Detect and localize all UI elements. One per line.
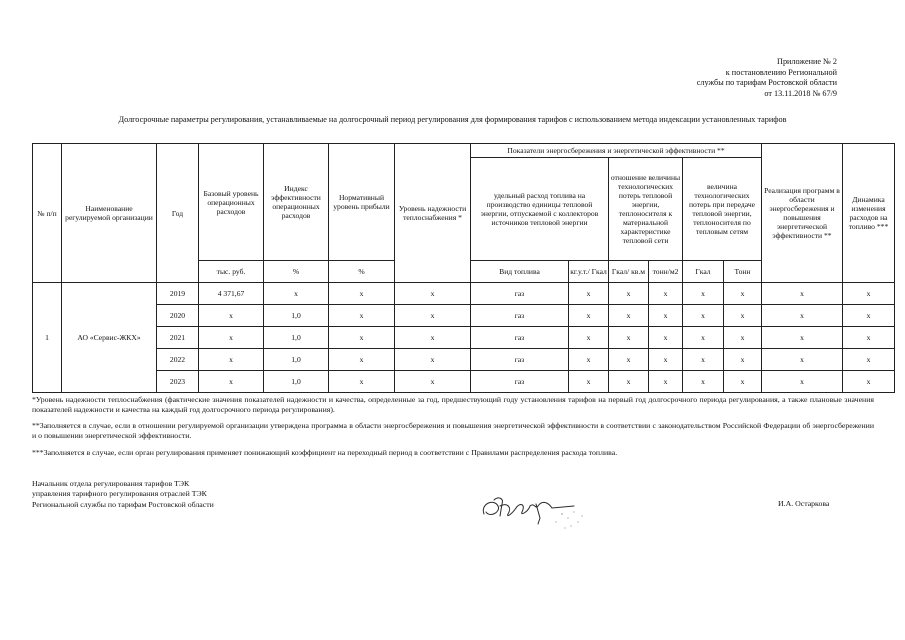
header-program: Реализация программ в области энергосбережения и повышения энергетической эффективности ** [762,144,843,283]
unit-gkal-kvm: Гкал/ кв.м [609,261,649,283]
value-cell: 4 371,67 [199,283,264,305]
unit-kgut: кг.у.т./ Гкал [569,261,609,283]
row-number: 1 [33,283,62,393]
appendix-line-4: от 13.11.2018 № 67/9 [764,88,837,98]
unit-tonn: Тонн [724,261,762,283]
unit-tonn-m2: тонн/м2 [649,261,683,283]
handwritten-signature [478,492,588,532]
header-energy-group: Показатели энергосбережения и энергетической эффективности ** [471,144,762,158]
header-reliability: Уровень надежности теплоснабжения * [395,144,471,283]
value-cell: x [762,305,843,327]
header-dynamics: Динамика изменения расходов на топливо *** [843,144,895,283]
value-cell: газ [471,327,569,349]
appendix-line-1: Приложение № 2 [777,57,837,66]
value-cell: x [649,349,683,371]
appendix-line-3: службы по тарифам Ростовской области [696,78,837,88]
value-cell: x [843,305,895,327]
header-technological-losses: величина технологических потерь при передаче тепловой энергии, теплоносителя по тепловым сетям [683,158,762,261]
year-cell: 2019 [157,283,199,305]
value-cell: x [199,327,264,349]
value-cell: x [395,305,471,327]
header-year: Год [157,144,199,283]
value-cell: x [609,305,649,327]
value-cell: x [569,283,609,305]
document-title: Долгосрочные параметры регулирования, устанавливаемые на долгосрочный период регулирования для формирования тарифов с использованием метода индексации установленных тарифов [118,115,787,124]
value-cell: x [569,349,609,371]
footnote-2: **Заполняется в случае, если в отношении регулируемой организации утверждена программа в области энергосбережения и повышения энергетической эффективности в соответствии с законодательством Российской Федерации об энергосбережении и о повышении энергетической эффективности. [32,421,874,440]
signer-name: И.А. Остаркова [778,499,830,508]
value-cell: x [329,305,395,327]
value-cell: x [395,349,471,371]
value-cell: x [649,283,683,305]
value-cell: x [724,305,762,327]
value-cell: 1,0 [264,305,329,327]
value-cell: x [569,371,609,393]
header-org: Наименование регулируемой организации [62,144,157,283]
value-cell: x [609,327,649,349]
signer-position-2: управления тарифного регулирования отраслей ТЭК [32,489,207,499]
header-efficiency-index: Индекс эффективности операционных расходов [264,144,329,261]
value-cell: x [609,371,649,393]
value-cell: x [649,305,683,327]
value-cell: x [843,349,895,371]
unit-fuel-type: Вид топлива [471,261,569,283]
footnote-3: ***Заполняется в случае, если орган регулирования применяет понижающий коэффициент на переходный период в соответствии с Правилами распределения расхода топлива. [32,448,618,457]
value-cell: x [329,283,395,305]
value-cell: x [395,283,471,305]
value-cell: x [199,349,264,371]
value-cell: x [762,327,843,349]
value-cell: x [683,349,724,371]
value-cell: x [199,305,264,327]
value-cell: x [762,283,843,305]
footnote-1: *Уровень надежности теплоснабжения (фактические значения показателей надежности и качества, определенные за год, предшествующий году установления тарифов на первый год долгосрочного периода регулирования, а также плановые значения показателей надежности и качества на каждый год долгосрочного периода регулирования). [32,395,874,414]
year-cell: 2023 [157,371,199,393]
value-cell: x [199,371,264,393]
unit-index: % [264,261,329,283]
value-cell: x [395,327,471,349]
table-row [33,283,895,305]
value-cell: газ [471,305,569,327]
value-cell: x [724,283,762,305]
value-cell: 1,0 [264,327,329,349]
header-specific-fuel: удельный расход топлива на производство единицы тепловой энергии, отпускаемой с коллекторов источников тепловой энергии [471,158,609,261]
appendix-line-2: к постановлению Региональной [725,67,837,77]
year-cell: 2020 [157,305,199,327]
organization-name: АО «Сервис-ЖКХ» [62,283,157,393]
value-cell: 1,0 [264,371,329,393]
value-cell: x [724,371,762,393]
value-cell: x [843,283,895,305]
value-cell: x [264,283,329,305]
value-cell: x [329,327,395,349]
value-cell: x [683,327,724,349]
value-cell: x [683,305,724,327]
signer-position-1: Начальник отдела регулирования тарифов ТЭК [32,479,190,488]
year-cell: 2022 [157,349,199,371]
table-row [33,305,895,327]
table-row [33,349,895,371]
value-cell: x [329,349,395,371]
header-normative-profit: Нормативный уровень прибыли [329,144,395,261]
unit-gkal: Гкал [683,261,724,283]
appendix-block [577,57,837,99]
signer-position-3: Региональной службы по тарифам Ростовской области [32,499,214,509]
value-cell: x [569,327,609,349]
value-cell: x [395,371,471,393]
unit-base: тыс. руб. [199,261,264,283]
value-cell: x [329,371,395,393]
value-cell: x [762,371,843,393]
value-cell: x [843,371,895,393]
header-base-costs: Базовый уровень операционных расходов [199,144,264,261]
table-body [33,283,895,393]
value-cell: x [609,349,649,371]
value-cell: x [843,327,895,349]
value-cell: x [683,371,724,393]
value-cell: газ [471,283,569,305]
table-row [33,327,895,349]
year-cell: 2021 [157,327,199,349]
value-cell: x [683,283,724,305]
value-cell: x [649,371,683,393]
header-loss-ratio: отношение величины технологических потерь тепловой энергии, теплоносителя к материальной характеристике тепловой сети [609,158,683,261]
value-cell: x [724,349,762,371]
value-cell: газ [471,349,569,371]
signer-block [32,479,214,510]
value-cell: x [569,305,609,327]
unit-norm: % [329,261,395,283]
value-cell: газ [471,371,569,393]
table-row [33,371,895,393]
value-cell: x [762,349,843,371]
header-num: № п/п [33,144,62,283]
value-cell: x [609,283,649,305]
parameters-table [32,143,895,393]
value-cell: x [724,327,762,349]
value-cell: 1,0 [264,349,329,371]
value-cell: x [649,327,683,349]
